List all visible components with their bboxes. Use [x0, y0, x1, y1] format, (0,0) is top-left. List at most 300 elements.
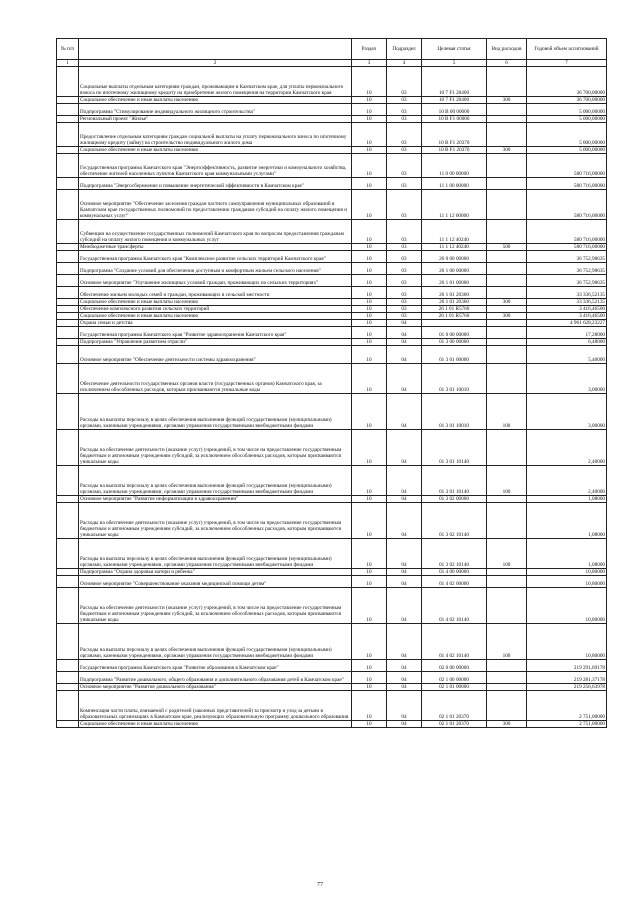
table-row	[57, 244, 607, 251]
row-expense-type-cell	[487, 503, 527, 539]
row-section-cell: 10	[352, 313, 387, 320]
row-expense-type-cell: 100	[487, 624, 527, 660]
row-name-cell: Подпрограмма "Развитие дошкольного, общего образования и дополнительного образования детей в Камчатском крае"	[79, 672, 352, 684]
row-subsection-cell: 04	[387, 691, 422, 721]
row-section-cell: 10	[352, 684, 387, 691]
row-number-cell	[57, 220, 79, 244]
row-subsection-cell: 04	[387, 339, 422, 346]
row-number-cell	[57, 588, 79, 624]
row-target-item-cell: 01 4 02 10140	[422, 588, 487, 624]
row-name-cell: Обеспечение комплексного развития сельских территорий	[79, 306, 352, 313]
row-expense-type-cell	[487, 684, 527, 691]
row-section-cell: 10	[352, 220, 387, 244]
row-number-cell	[57, 672, 79, 684]
row-number-cell	[57, 569, 79, 576]
table-row	[57, 154, 607, 178]
row-expense-type-cell	[487, 154, 527, 178]
row-subsection-cell: 03	[387, 287, 422, 299]
row-target-item-cell	[422, 320, 487, 327]
table-row	[57, 306, 607, 313]
table-row	[57, 104, 607, 116]
row-expense-type-cell	[487, 672, 527, 684]
row-name-cell: Межбюджетные трансферты	[79, 244, 352, 251]
table-row	[57, 672, 607, 684]
row-expense-type-cell	[487, 660, 527, 672]
row-target-item-cell: 02 1 01 20370	[422, 721, 487, 728]
table-row	[57, 684, 607, 691]
row-number-cell	[57, 116, 79, 123]
row-section-cell: 10	[352, 251, 387, 263]
row-subsection-cell: 04	[387, 539, 422, 569]
row-section-cell: 10	[352, 320, 387, 327]
row-name-cell: Государственная программа Камчатского края "Энергоэффективность, развитие энергетики и коммунального хозяйства, обеспечение жителей населенных пунктов Камчатского края коммунальными услугами"	[79, 154, 352, 178]
row-number-cell	[57, 503, 79, 539]
row-amount-cell: 36 700,00000	[527, 67, 607, 97]
index-cell: 3	[352, 60, 387, 67]
row-subsection-cell: 03	[387, 299, 422, 306]
row-section-cell: 10	[352, 569, 387, 576]
row-subsection-cell: 03	[387, 190, 422, 220]
row-subsection-cell: 04	[387, 346, 422, 364]
row-target-item-cell: 26 1 01 R5760	[422, 306, 487, 313]
row-subsection-cell: 03	[387, 67, 422, 97]
row-target-item-cell: 02 0 00 00000	[422, 660, 487, 672]
row-section-cell: 10	[352, 299, 387, 306]
row-expense-type-cell: 300	[487, 721, 527, 728]
row-amount-cell: 2 751,00000	[527, 721, 607, 728]
row-subsection-cell: 03	[387, 275, 422, 287]
row-target-item-cell: 01 3 01 00000	[422, 346, 487, 364]
row-number-cell	[57, 67, 79, 97]
row-expense-type-cell	[487, 346, 527, 364]
row-subsection-cell: 03	[387, 116, 422, 123]
row-number-cell	[57, 313, 79, 320]
row-expense-type-cell	[487, 123, 527, 147]
table-row	[57, 394, 607, 430]
header-annual-volume: Годовой объем ассигнований	[527, 39, 607, 60]
row-amount-cell: 36 752,98635	[527, 251, 607, 263]
row-amount-cell: 6,48000	[527, 339, 607, 346]
row-amount-cell: 1,08000	[527, 503, 607, 539]
row-amount-cell: 580 716,00000	[527, 190, 607, 220]
row-amount-cell: 580 716,00000	[527, 178, 607, 190]
index-cell: 2	[79, 60, 352, 67]
row-section-cell: 10	[352, 346, 387, 364]
budget-table	[56, 38, 607, 728]
row-amount-cell: 5 000,00000	[527, 123, 607, 147]
table-row	[57, 588, 607, 624]
header-target-item: Целевая статья	[422, 39, 487, 60]
table-row	[57, 691, 607, 721]
table-row	[57, 327, 607, 339]
row-number-cell	[57, 190, 79, 220]
row-amount-cell: 10,80000	[527, 624, 607, 660]
row-subsection-cell: 03	[387, 263, 422, 275]
header-number: № п/п	[57, 39, 79, 60]
table-row	[57, 660, 607, 672]
row-number-cell	[57, 244, 79, 251]
row-amount-cell: 33 336,52135	[527, 287, 607, 299]
row-name-cell: Субвенции на осуществление государственных полномочий Камчатского края по вопросам предоставления гражданам субсидий на оплату жилого помещения и коммунальных услуг	[79, 220, 352, 244]
table-row	[57, 339, 607, 346]
row-number-cell	[57, 320, 79, 327]
row-number-cell	[57, 339, 79, 346]
row-name-cell: Расходы на выплаты персоналу в целях обеспечения выполнения функций государственными (муниципальными) органами, казенными учреждениями, органами управления государственными внебюджетными фондами	[79, 394, 352, 430]
row-number-cell	[57, 147, 79, 154]
row-target-item-cell: 11 1 12 40240	[422, 220, 487, 244]
table-row	[57, 569, 607, 576]
row-subsection-cell: 04	[387, 660, 422, 672]
row-section-cell: 10	[352, 496, 387, 503]
table-row	[57, 287, 607, 299]
table-row	[57, 721, 607, 728]
row-name-cell: Подпрограмма "Создание условий для обеспечения доступным и комфортным жильем сельского населения"	[79, 263, 352, 275]
row-name-cell: Основное мероприятие "Развитие информатизации в здравоохранении"	[79, 496, 352, 503]
table-row	[57, 67, 607, 97]
row-name-cell: Социальное обеспечение и иные выплаты населению	[79, 299, 352, 306]
table-row	[57, 263, 607, 275]
table-row	[57, 364, 607, 394]
row-number-cell	[57, 691, 79, 721]
row-expense-type-cell	[487, 116, 527, 123]
row-section-cell: 10	[352, 190, 387, 220]
header-section: Раздел	[352, 39, 387, 60]
row-section-cell: 10	[352, 104, 387, 116]
row-name-cell: Социальное обеспечение и иные выплаты населению	[79, 721, 352, 728]
row-name-cell: Основное мероприятие "Развитие дошкольного образования"	[79, 684, 352, 691]
row-subsection-cell: 03	[387, 220, 422, 244]
row-number-cell	[57, 287, 79, 299]
row-subsection-cell: 03	[387, 147, 422, 154]
header-name	[79, 39, 352, 60]
row-name-cell: Расходы на обеспечение деятельности (оказание услуг) учреждений, в том числе на предоставление государственным бюджетным и автономным учреждениям субсидий, за исключением обособленных расходов, которым присваиваются уникальные коды	[79, 430, 352, 466]
row-section-cell: 10	[352, 123, 387, 147]
row-name-cell: Основное мероприятие "Обеспечение деятельности системы здравоохранения"	[79, 346, 352, 364]
row-section-cell: 10	[352, 327, 387, 339]
row-expense-type-cell	[487, 67, 527, 97]
row-amount-cell: 5 000,00000	[527, 104, 607, 116]
row-expense-type-cell	[487, 275, 527, 287]
row-target-item-cell: 26 1 01 20360	[422, 287, 487, 299]
row-subsection-cell: 04	[387, 624, 422, 660]
row-number-cell	[57, 263, 79, 275]
row-expense-type-cell: 300	[487, 97, 527, 104]
row-subsection-cell: 03	[387, 306, 422, 313]
table-row	[57, 190, 607, 220]
row-target-item-cell: 11 1 12 00000	[422, 190, 487, 220]
row-name-cell: Расходы на обеспечение деятельности (оказание услуг) учреждений, в том числе на предоставление государственным бюджетным и автономным учреждениям субсидий, за исключением обособленных расходов, которым присваиваются уникальные коды	[79, 503, 352, 539]
row-subsection-cell: 03	[387, 178, 422, 190]
row-name-cell: Государственная программа Камчатского края "Развитие образования в Камчатском крае"	[79, 660, 352, 672]
row-amount-cell: 4 961 628,23227	[527, 320, 607, 327]
row-name-cell: Социальное обеспечение и иные выплаты населению	[79, 97, 352, 104]
table-row	[57, 503, 607, 539]
row-target-item-cell: 01 4 02 00000	[422, 576, 487, 588]
row-name-cell: Охрана семьи и детства	[79, 320, 352, 327]
row-target-item-cell: 10 В F1 20370	[422, 123, 487, 147]
row-target-item-cell: 02 1 01 00000	[422, 684, 487, 691]
row-amount-cell: 3,00000	[527, 394, 607, 430]
row-amount-cell: 3 416,46500	[527, 306, 607, 313]
row-number-cell	[57, 154, 79, 178]
row-subsection-cell: 03	[387, 251, 422, 263]
row-amount-cell: 580 716,00000	[527, 220, 607, 244]
table-row	[57, 313, 607, 320]
table-row	[57, 576, 607, 588]
row-section-cell: 10	[352, 660, 387, 672]
row-subsection-cell: 03	[387, 104, 422, 116]
row-target-item-cell: 26 0 00 00000	[422, 251, 487, 263]
row-amount-cell: 36 752,98635	[527, 275, 607, 287]
row-expense-type-cell	[487, 430, 527, 466]
row-amount-cell: 580 716,00000	[527, 154, 607, 178]
row-expense-type-cell: 100	[487, 466, 527, 496]
row-number-cell	[57, 275, 79, 287]
row-name-cell: Социальное обеспечение и иные выплаты населению	[79, 313, 352, 320]
row-section-cell: 10	[352, 244, 387, 251]
row-number-cell	[57, 539, 79, 569]
row-expense-type-cell: 100	[487, 539, 527, 569]
index-cell: 5	[422, 60, 487, 67]
row-amount-cell: 10,80000	[527, 576, 607, 588]
row-subsection-cell: 03	[387, 313, 422, 320]
table-body	[57, 67, 607, 728]
row-target-item-cell: 26 1 00 00000	[422, 263, 487, 275]
row-expense-type-cell	[487, 364, 527, 394]
row-amount-cell: 580 716,00000	[527, 244, 607, 251]
row-expense-type-cell: 500	[487, 244, 527, 251]
row-target-item-cell: 01 3 02 10140	[422, 503, 487, 539]
row-name-cell: Подпрограмма "Управление развитием отрасли"	[79, 339, 352, 346]
row-expense-type-cell: 300	[487, 147, 527, 154]
row-section-cell: 10	[352, 97, 387, 104]
row-expense-type-cell	[487, 287, 527, 299]
row-target-item-cell: 11 1 12 40240	[422, 244, 487, 251]
table-row	[57, 97, 607, 104]
row-subsection-cell: 03	[387, 154, 422, 178]
row-name-cell: Социальные выплаты отдельным категориям граждан, проживающим в Камчатском крае, для уплаты первоначального взноса по ипотечному жилищному кредиту на приобретение жилого помещения на территории Камчатского края	[79, 67, 352, 97]
row-section-cell: 10	[352, 147, 387, 154]
row-target-item-cell: 01 4 02 10140	[422, 624, 487, 660]
row-subsection-cell: 04	[387, 327, 422, 339]
row-section-cell: 10	[352, 287, 387, 299]
row-section-cell: 10	[352, 116, 387, 123]
row-number-cell	[57, 123, 79, 147]
row-section-cell: 10	[352, 466, 387, 496]
table-row	[57, 496, 607, 503]
document-page	[56, 38, 606, 728]
row-target-item-cell: 02 1 00 00000	[422, 672, 487, 684]
row-target-item-cell: 26 1 01 00000	[422, 275, 487, 287]
row-subsection-cell: 04	[387, 466, 422, 496]
row-target-item-cell: 01 3 02 10140	[422, 539, 487, 569]
row-amount-cell: 2 751,00000	[527, 691, 607, 721]
row-name-cell: Предоставление отдельным категориям граждан социальной выплаты на уплату первоначального взноса по ипотечному жилищному кредиту (займу) на строительство индивидуального жилого дома	[79, 123, 352, 147]
row-target-item-cell: 10 В F1 00000	[422, 116, 487, 123]
row-section-cell: 10	[352, 576, 387, 588]
row-target-item-cell: 01 3 01 10140	[422, 430, 487, 466]
row-target-item-cell: 26 1 01 R5760	[422, 313, 487, 320]
row-section-cell: 10	[352, 394, 387, 430]
row-amount-cell: 36 752,98635	[527, 263, 607, 275]
row-expense-type-cell	[487, 496, 527, 503]
row-subsection-cell: 04	[387, 576, 422, 588]
row-number-cell	[57, 306, 79, 313]
row-name-cell: Расходы на выплаты персоналу в целях обеспечения выполнения функций государственными (муниципальными) органами, казенными учреждениями, органами управления государственными внебюджетными фондами	[79, 539, 352, 569]
index-cell: 1	[57, 60, 79, 67]
row-expense-type-cell	[487, 263, 527, 275]
row-target-item-cell: 01 0 00 00000	[422, 327, 487, 339]
table-row	[57, 320, 607, 327]
row-section-cell: 10	[352, 67, 387, 97]
row-section-cell: 10	[352, 275, 387, 287]
row-target-item-cell: 10 7 F1 20400	[422, 97, 487, 104]
row-target-item-cell: 10 В F1 20370	[422, 147, 487, 154]
row-section-cell: 10	[352, 306, 387, 313]
row-amount-cell: 3,00000	[527, 364, 607, 394]
row-section-cell: 10	[352, 588, 387, 624]
row-amount-cell: 219 281,37178	[527, 672, 607, 684]
row-target-item-cell: 01 3 01 10140	[422, 466, 487, 496]
row-number-cell	[57, 496, 79, 503]
row-amount-cell: 2,40000	[527, 466, 607, 496]
row-section-cell: 10	[352, 154, 387, 178]
row-amount-cell: 1,08000	[527, 496, 607, 503]
row-amount-cell: 2,40000	[527, 430, 607, 466]
table-row	[57, 624, 607, 660]
row-number-cell	[57, 251, 79, 263]
row-amount-cell: 1,08000	[527, 539, 607, 569]
row-expense-type-cell	[487, 588, 527, 624]
row-number-cell	[57, 684, 79, 691]
table-row	[57, 178, 607, 190]
table-row	[57, 539, 607, 569]
row-subsection-cell: 04	[387, 684, 422, 691]
row-expense-type-cell	[487, 339, 527, 346]
row-expense-type-cell	[487, 320, 527, 327]
row-number-cell	[57, 660, 79, 672]
row-section-cell: 10	[352, 503, 387, 539]
row-target-item-cell: 01 3 01 10010	[422, 394, 487, 430]
row-amount-cell: 5 000,00000	[527, 147, 607, 154]
row-amount-cell: 10,80000	[527, 569, 607, 576]
row-name-cell: Государственная программа Камчатского края "Комплексное развитие сельских территорий Камчатского края"	[79, 251, 352, 263]
index-cell: 4	[387, 60, 422, 67]
row-amount-cell: 219 256,63978	[527, 684, 607, 691]
row-number-cell	[57, 430, 79, 466]
table-row	[57, 275, 607, 287]
row-target-item-cell: 01 4 00 00000	[422, 569, 487, 576]
row-name-cell: Расходы на выплаты персоналу в целях обеспечения выполнения функций государственными (муниципальными) органами, казенными учреждениями, органами управления государственными внебюджетными фондами	[79, 624, 352, 660]
row-name-cell: Подпрограмма "Охрана здоровья матери и ребенка"	[79, 569, 352, 576]
row-number-cell	[57, 346, 79, 364]
row-number-cell	[57, 327, 79, 339]
row-target-item-cell: 10 7 F1 20400	[422, 67, 487, 97]
row-name-cell: Расходы на выплаты персоналу в целях обеспечения выполнения функций государственными (муниципальными) органами, казенными учреждениями, органами управления государственными внебюджетными фондами	[79, 466, 352, 496]
row-number-cell	[57, 624, 79, 660]
row-name-cell: Социальное обеспечение и иные выплаты населению	[79, 147, 352, 154]
row-target-item-cell: 11 0 00 00000	[422, 154, 487, 178]
row-subsection-cell: 04	[387, 503, 422, 539]
table-row	[57, 147, 607, 154]
header-expense-type: Вид расходов	[487, 39, 527, 60]
row-number-cell	[57, 178, 79, 190]
row-subsection-cell: 04	[387, 320, 422, 327]
row-expense-type-cell	[487, 190, 527, 220]
row-name-cell: Государственная программа Камчатского края "Развитие здравоохранения Камчатского края"	[79, 327, 352, 339]
row-subsection-cell: 04	[387, 721, 422, 728]
row-expense-type-cell	[487, 104, 527, 116]
row-section-cell: 10	[352, 339, 387, 346]
row-number-cell	[57, 299, 79, 306]
row-name-cell: Расходы на обеспечение деятельности (оказание услуг) учреждений, в том числе на предоставление государственным бюджетным и автономным учреждениям субсидий, за исключением обособленных расходов, которым присваиваются уникальные коды	[79, 588, 352, 624]
row-target-item-cell: 26 1 01 20360	[422, 299, 487, 306]
row-section-cell: 10	[352, 430, 387, 466]
row-section-cell: 10	[352, 624, 387, 660]
column-index-row	[57, 60, 607, 67]
row-number-cell	[57, 394, 79, 430]
row-amount-cell: 5 000,00000	[527, 116, 607, 123]
row-expense-type-cell	[487, 327, 527, 339]
row-number-cell	[57, 97, 79, 104]
row-section-cell: 10	[352, 691, 387, 721]
row-amount-cell: 36 700,00000	[527, 97, 607, 104]
row-number-cell	[57, 576, 79, 588]
table-row	[57, 251, 607, 263]
row-name-cell: Обеспечение жильем молодых семей и граждан, проживающих в сельской местности	[79, 287, 352, 299]
row-target-item-cell: 01 3 00 00000	[422, 339, 487, 346]
row-subsection-cell: 03	[387, 97, 422, 104]
index-cell: 6	[487, 60, 527, 67]
row-target-item-cell: 02 1 01 20370	[422, 691, 487, 721]
row-section-cell: 10	[352, 364, 387, 394]
row-section-cell: 10	[352, 539, 387, 569]
row-subsection-cell: 03	[387, 244, 422, 251]
row-subsection-cell: 04	[387, 588, 422, 624]
page-number: 77	[317, 882, 323, 888]
row-expense-type-cell	[487, 306, 527, 313]
row-section-cell: 10	[352, 672, 387, 684]
row-amount-cell: 3 416,46500	[527, 313, 607, 320]
row-subsection-cell: 04	[387, 496, 422, 503]
row-section-cell: 10	[352, 263, 387, 275]
table-header-row	[57, 39, 607, 60]
row-amount-cell: 5,40000	[527, 346, 607, 364]
row-expense-type-cell	[487, 691, 527, 721]
row-subsection-cell: 04	[387, 394, 422, 430]
table-row	[57, 116, 607, 123]
row-name-cell: Подпрограмма "Стимулирование индивидуального жилищного строительства"	[79, 104, 352, 116]
row-subsection-cell: 04	[387, 430, 422, 466]
row-number-cell	[57, 104, 79, 116]
row-expense-type-cell: 100	[487, 394, 527, 430]
row-number-cell	[57, 721, 79, 728]
row-number-cell	[57, 364, 79, 394]
row-name-cell: Основное мероприятие "Совершенствование оказания медицинской помощи детям"	[79, 576, 352, 588]
table-row	[57, 299, 607, 306]
header-subsection: Подраздел	[387, 39, 422, 60]
row-number-cell	[57, 466, 79, 496]
table-row	[57, 123, 607, 147]
row-expense-type-cell: 300	[487, 313, 527, 320]
row-expense-type-cell	[487, 569, 527, 576]
row-target-item-cell: 10 В 00 00000	[422, 104, 487, 116]
row-name-cell: Компенсация части платы, взимаемой с родителей (законных представителей) за присмотр и уход за детьми в образовательных организациях в Камчатском крае, реализующих образовательную программу дошкольного образования	[79, 691, 352, 721]
row-amount-cell: 17,28000	[527, 327, 607, 339]
table-row	[57, 466, 607, 496]
row-amount-cell: 10,80000	[527, 588, 607, 624]
row-name-cell: Подпрограмма "Энергосбережение и повышение энергетической эффективности в Камчатском крае"	[79, 178, 352, 190]
